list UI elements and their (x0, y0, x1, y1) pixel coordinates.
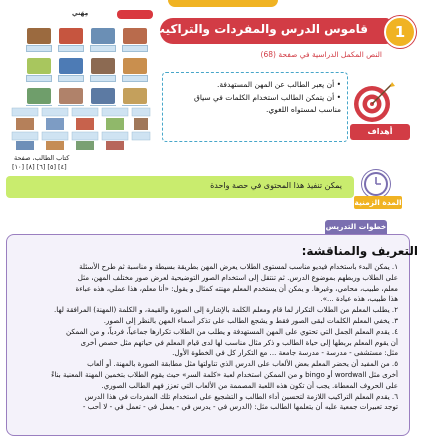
thumbnail-picture (27, 88, 51, 104)
steps-line: مثل: مستشفى - مدرسة - مدرسة جامعة ... مع التكرار كل في الخطوة الأول. (172, 348, 398, 358)
lesson-number-badge: 1 (384, 16, 416, 48)
thumbnail-picture-card (26, 58, 52, 82)
objectives-label: أهداف المحتوى (350, 124, 410, 140)
lesson-title: قاموس الدرس والمفردات والتراكيب (152, 22, 368, 36)
target-icon (352, 80, 396, 124)
objective-item: • أن يعبر الطالب عن المهن المستهدفة. (217, 80, 341, 89)
thumbnail-picture-card (90, 58, 116, 82)
thumbnail-word-label (26, 75, 52, 82)
thumbnail-picture-card (26, 28, 52, 52)
thumbnail-picture-grid (26, 28, 148, 112)
steps-line: ٢. يطلب المعلم من الطلاب التكرار لما قام ومعلم الكلمة بالإشارة إلى الصورة والقيمة، و الكلمة (المهنة) المرافقة لها. (54, 305, 398, 315)
objectives-list (171, 79, 341, 117)
student-book-thumbnail (6, 8, 156, 171)
steps-line: على الطلاب وربطهم بموضوع الدرس. ثم تنتقل إلى استخدام الصور التوضيحية لعرض صور مختلف المهن، مثل (77, 272, 398, 282)
thumbnail-picture (27, 58, 51, 74)
thumbnail-word-label (90, 75, 116, 82)
lesson-title-bar (152, 18, 390, 44)
thumbnail-title: مِهَني (72, 10, 89, 17)
thumbnail-picture-card (122, 28, 148, 52)
top-tab (168, 0, 278, 7)
thumbnail-picture-card (122, 58, 148, 82)
steps-line: ١. يمكن البدء باستخدام فيديو مناسب لمستوى الطلاب يعرض المهن بطريقة بسيطة و مناسبة ثم طرح الأسئلة (79, 262, 398, 271)
thumbnail-picture-card (90, 28, 116, 52)
steps-line: ٣. يخفي المعلم الكلمات لبقى الصور فقط و يشجع الطالب على تذكر أسماء المهن بالنظر إلى الصور. (103, 315, 398, 325)
thumbnail-word-label (26, 45, 52, 52)
steps-line: هذا طبيب، هذه عيادة ...». (320, 294, 398, 304)
thumbnail-word-label (122, 75, 148, 82)
steps-line: ٤. يقدم المعلم الجمل التي تحتوي على المهن المستهدفة و يطلب من الطلاب تكرارها جماعياً، فردياً، و من الممكن (66, 326, 398, 336)
objective-item: • أن يتمكن الطالب استخدام الكلمات في سياق مناسب لمستواه اللغوي. (194, 93, 341, 114)
steps-line: ٥. من المفيد أن يحضر المعلم بعض الألعاب على الدرس الذي تناولتها مثل مطابقة الصورة بالمهنة. أو ألعاب (87, 359, 398, 369)
thumbnail-page-numbers: [٤] [٥] [٦] [٨] [١٠] (12, 163, 67, 171)
thumbnail-picture (59, 58, 83, 74)
objectives-box (162, 72, 348, 142)
thumbnail-word-label (90, 45, 116, 52)
steps-line: أخرى مثل wordwall أو bingo و من الممكن استخدام لعبة «كلمة السر» حيث يقوم الطلاب بتخمين المهنة المعنية بناءً (51, 369, 398, 379)
thumbnail-picture (27, 28, 51, 44)
thumbnail-picture (123, 88, 147, 104)
thumbnail-header (12, 8, 152, 20)
thumbnail-word-label (122, 45, 148, 52)
steps-heading: التعريف والمناقشة: (301, 244, 418, 258)
thumbnail-picture-card (58, 58, 84, 82)
time-text: يمكن تنفيذ هذا المحتوى في حصة واحدة (210, 181, 342, 190)
steps-label: خطوات التدريس (325, 220, 387, 234)
thumbnail-picture (59, 28, 83, 44)
thumbnail-picture (123, 58, 147, 74)
time-bar (6, 176, 354, 198)
thumbnail-picture (91, 58, 115, 74)
steps-line: ٦. يقدم المعلم التراكيب اللازمة لتحسين أداء الطالب و التشجيع على استخدام تلك المفردات في هذا الدرس (84, 391, 398, 401)
thumbnail-badge (117, 10, 153, 19)
clock-icon (362, 170, 390, 198)
thumbnail-word-label (58, 45, 84, 52)
thumbnail-picture (91, 28, 115, 44)
steps-line: أن يقوم المعلم بربطها إلى حياة الطالب و ذكر مثال مناسب لها لدى قيام المعلم في حياتهم مثل حصص أخرى (80, 337, 398, 347)
thumbnail-picture (123, 28, 147, 44)
thumbnail-exercise-area (8, 106, 154, 150)
steps-line: معلم، طبيب، محامي، وغيرها. و يمكن أن يستخدم المعلم مهنته كمثال و يقول: «أنا معلم، هذا عملي، هذه عباءة (75, 283, 398, 293)
thumbnail-picture (59, 88, 83, 104)
lesson-reference: النص المكمل الدراسية في صفحة (68) (260, 50, 382, 59)
steps-line: توجد تعبيرات جمعية عليه أن يتعلمها الطالب مثل: (الدرس في - يدرس في - يعمل في - تعمل في - لا أحب - (82, 402, 398, 412)
thumbnail-word-label (58, 75, 84, 82)
steps-body (18, 262, 398, 413)
thumbnail-picture (91, 88, 115, 104)
thumbnail-picture-card (58, 28, 84, 52)
steps-line: على الحروف المعطاة. يجب أن تكون هذه اللعبة المصممة من الألعاب التي تعزز فهم الطالب الصوري. (101, 380, 398, 390)
time-label: المدة الزمنية (354, 198, 402, 207)
thumbnail-caption: كتاب الطالب، صفحة (14, 154, 70, 162)
